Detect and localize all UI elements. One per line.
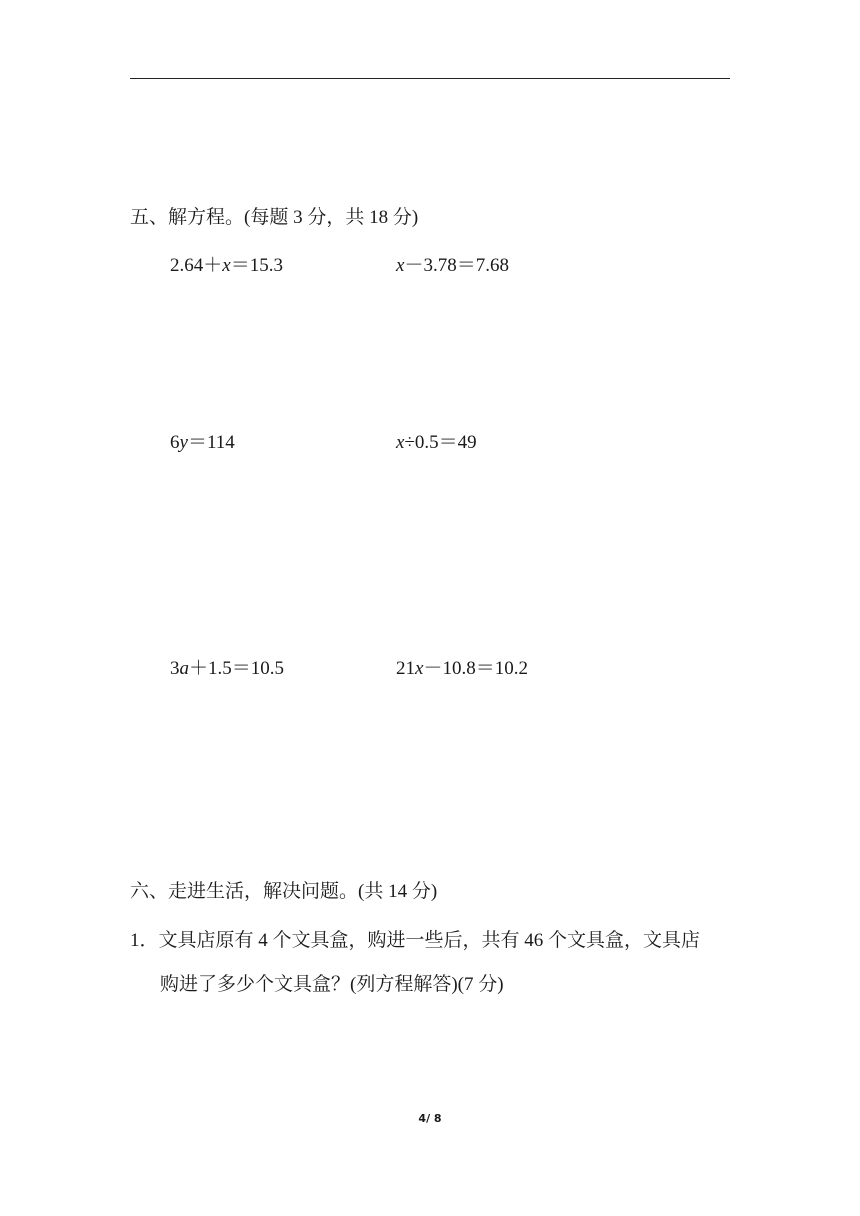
equation-5-post: ＋1.5＝10.5 (189, 658, 285, 679)
equation-1-var: x (222, 255, 231, 276)
problem-1-line-1: 1．文具店原有 4 个文具盒，购进一些后，共有 46 个文具盒，文具店 (130, 930, 701, 951)
equation-4 (396, 431, 477, 455)
equation-2-post: －3.78＝7.68 (404, 255, 509, 276)
equation-1-pre: 2.64＋ (170, 255, 223, 276)
equation-3 (170, 431, 235, 455)
problem-1-line-2: 购进了多少个文具盒？(列方程解答)(7 分) (160, 974, 504, 995)
equation-1 (170, 254, 283, 278)
equation-3-pre: 6 (170, 432, 180, 453)
equation-5-var: a (179, 658, 189, 679)
equation-1-post: ＝15.3 (230, 255, 283, 276)
equation-6-post: －10.8＝10.2 (423, 658, 528, 679)
equation-6 (396, 657, 528, 681)
equation-6-var: x (415, 658, 424, 679)
equation-4-post: ÷0.5＝49 (404, 432, 477, 453)
equation-4-var: x (396, 432, 405, 453)
header-rule (130, 78, 730, 79)
equation-2-var: x (396, 255, 405, 276)
section-6-title: 六、走进生活，解决问题。(共 14 分) (130, 881, 438, 902)
equation-5 (170, 657, 284, 681)
equation-5-pre: 3 (170, 658, 180, 679)
equation-3-post: ＝114 (187, 432, 235, 453)
equation-3-var: y (179, 432, 188, 453)
equation-2 (396, 254, 509, 278)
equation-6-pre: 21 (396, 658, 415, 679)
page-number: 4/ 8 (418, 1112, 442, 1125)
section-5-title: 五、解方程。(每题 3 分，共 18 分) (130, 207, 419, 228)
